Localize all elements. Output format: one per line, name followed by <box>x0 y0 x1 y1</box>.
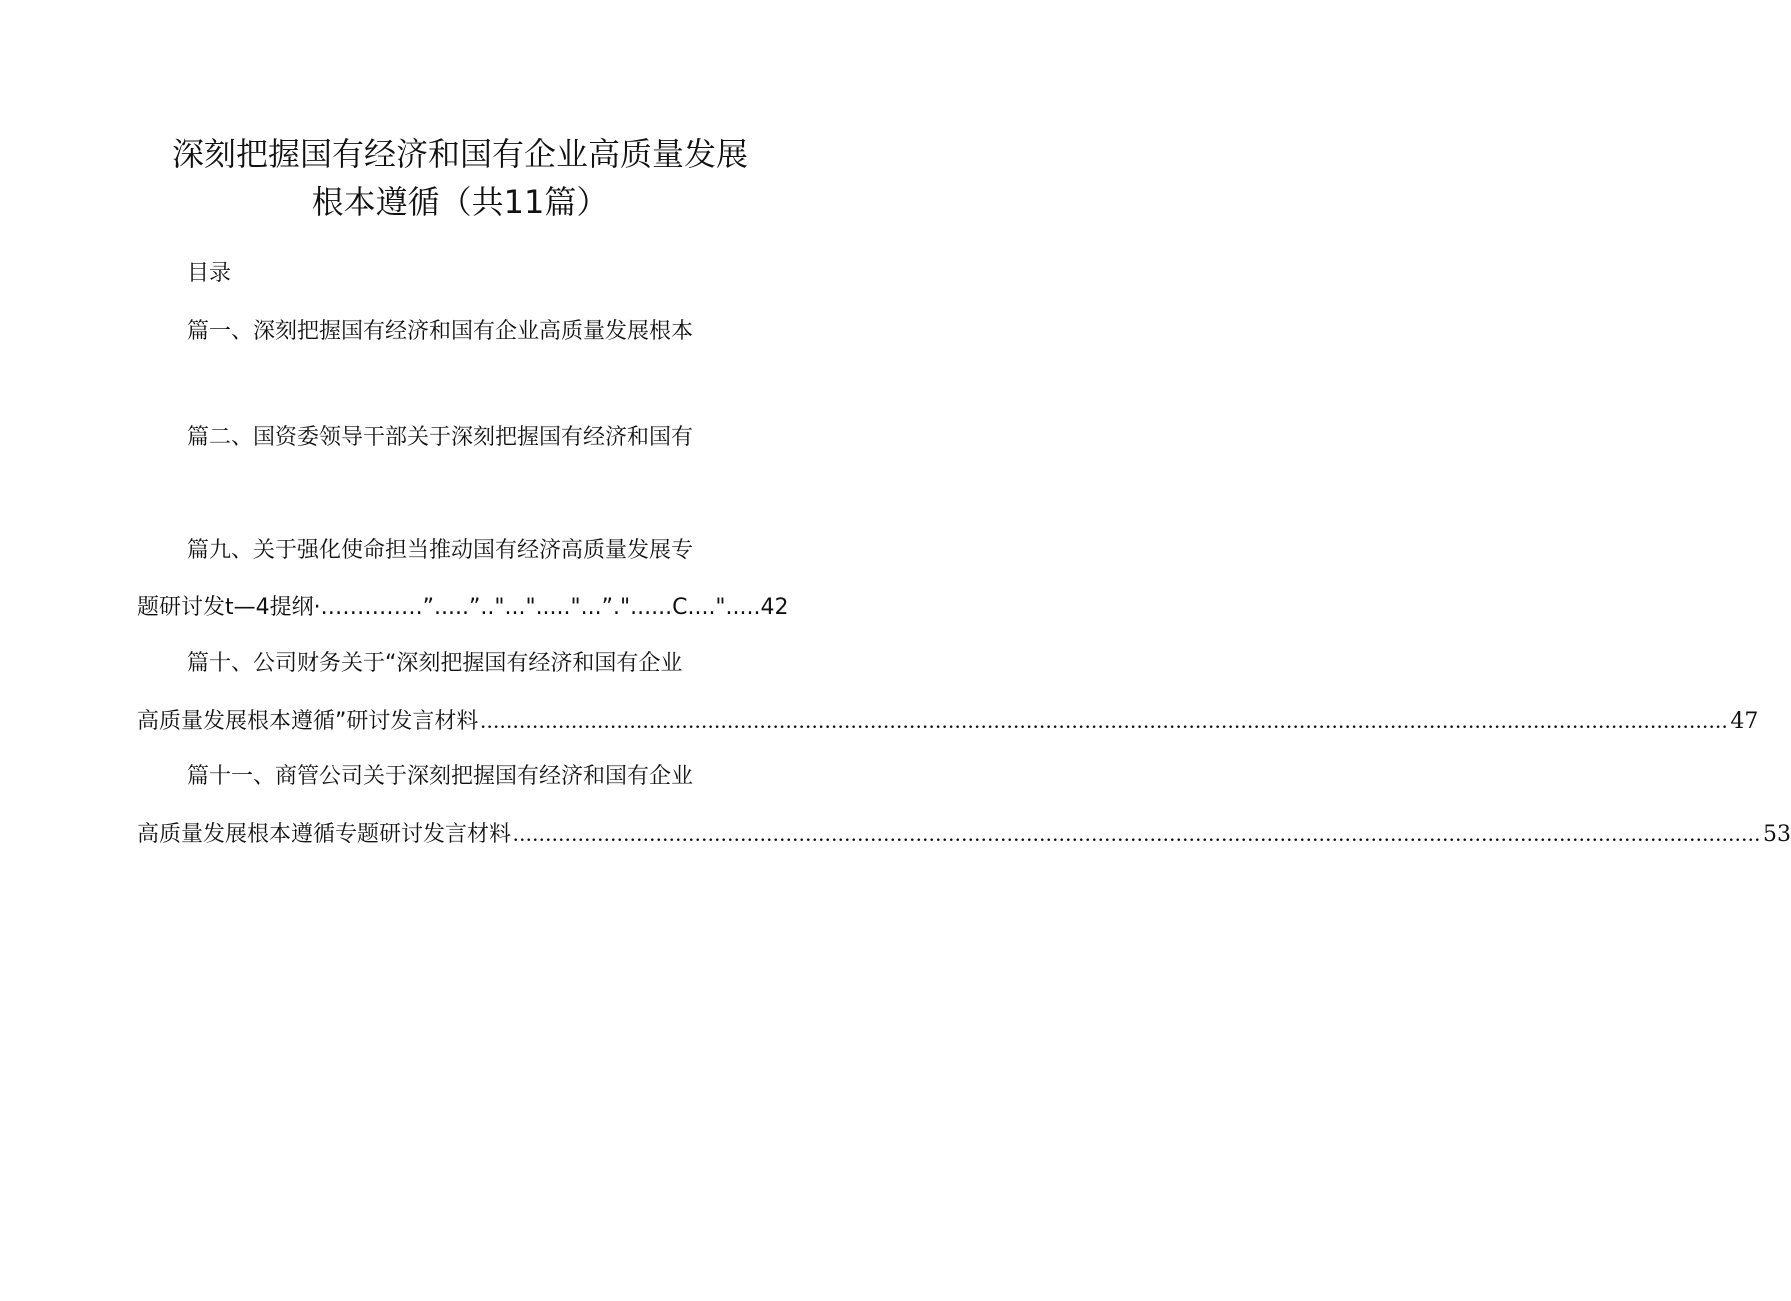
toc-heading: 目录 <box>187 261 232 286</box>
toc-entry-10-page-number: 47 <box>1730 709 1759 734</box>
toc-entry-11-page-number: 53 <box>1763 822 1791 847</box>
toc-entry-11-leader <box>513 823 1761 845</box>
toc-entry-10-text: 高质量发展根本遵循”研讨发言材料 <box>137 709 479 734</box>
toc-entry-10-line-2[interactable] <box>137 709 1759 734</box>
toc-entry-9-line-1[interactable]: 篇九、关于强化使命担当推动国有经济高质量发展专 <box>187 538 694 563</box>
toc-entry-11-line-2[interactable] <box>137 822 1791 847</box>
toc-entry-1[interactable]: 篇一、深刻把握国有经济和国有企业高质量发展根本 <box>187 319 694 344</box>
document-title-line-2: 根本遵循（共11篇） <box>311 183 609 221</box>
toc-entry-10-leader <box>480 710 1728 732</box>
toc-entry-10-line-1[interactable]: 篇十、公司财务关于“深刻把握国有经济和国有企业 <box>187 651 683 676</box>
document-title-line-1: 深刻把握国有经济和国有企业高质量发展 <box>171 135 748 173</box>
toc-entry-2[interactable]: 篇二、国资委领导干部关于深刻把握国有经济和国有 <box>187 425 694 450</box>
toc-entry-9-line-2[interactable]: 题研讨发t—4提纲·.………….”.....”.."..."....."...”."......C....".....42 <box>137 595 789 620</box>
toc-entry-11-line-1[interactable]: 篇十一、商管公司关于深刻把握国有经济和国有企业 <box>187 764 694 789</box>
toc-entry-11-text: 高质量发展根本遵循专题研讨发言材料 <box>137 822 512 847</box>
